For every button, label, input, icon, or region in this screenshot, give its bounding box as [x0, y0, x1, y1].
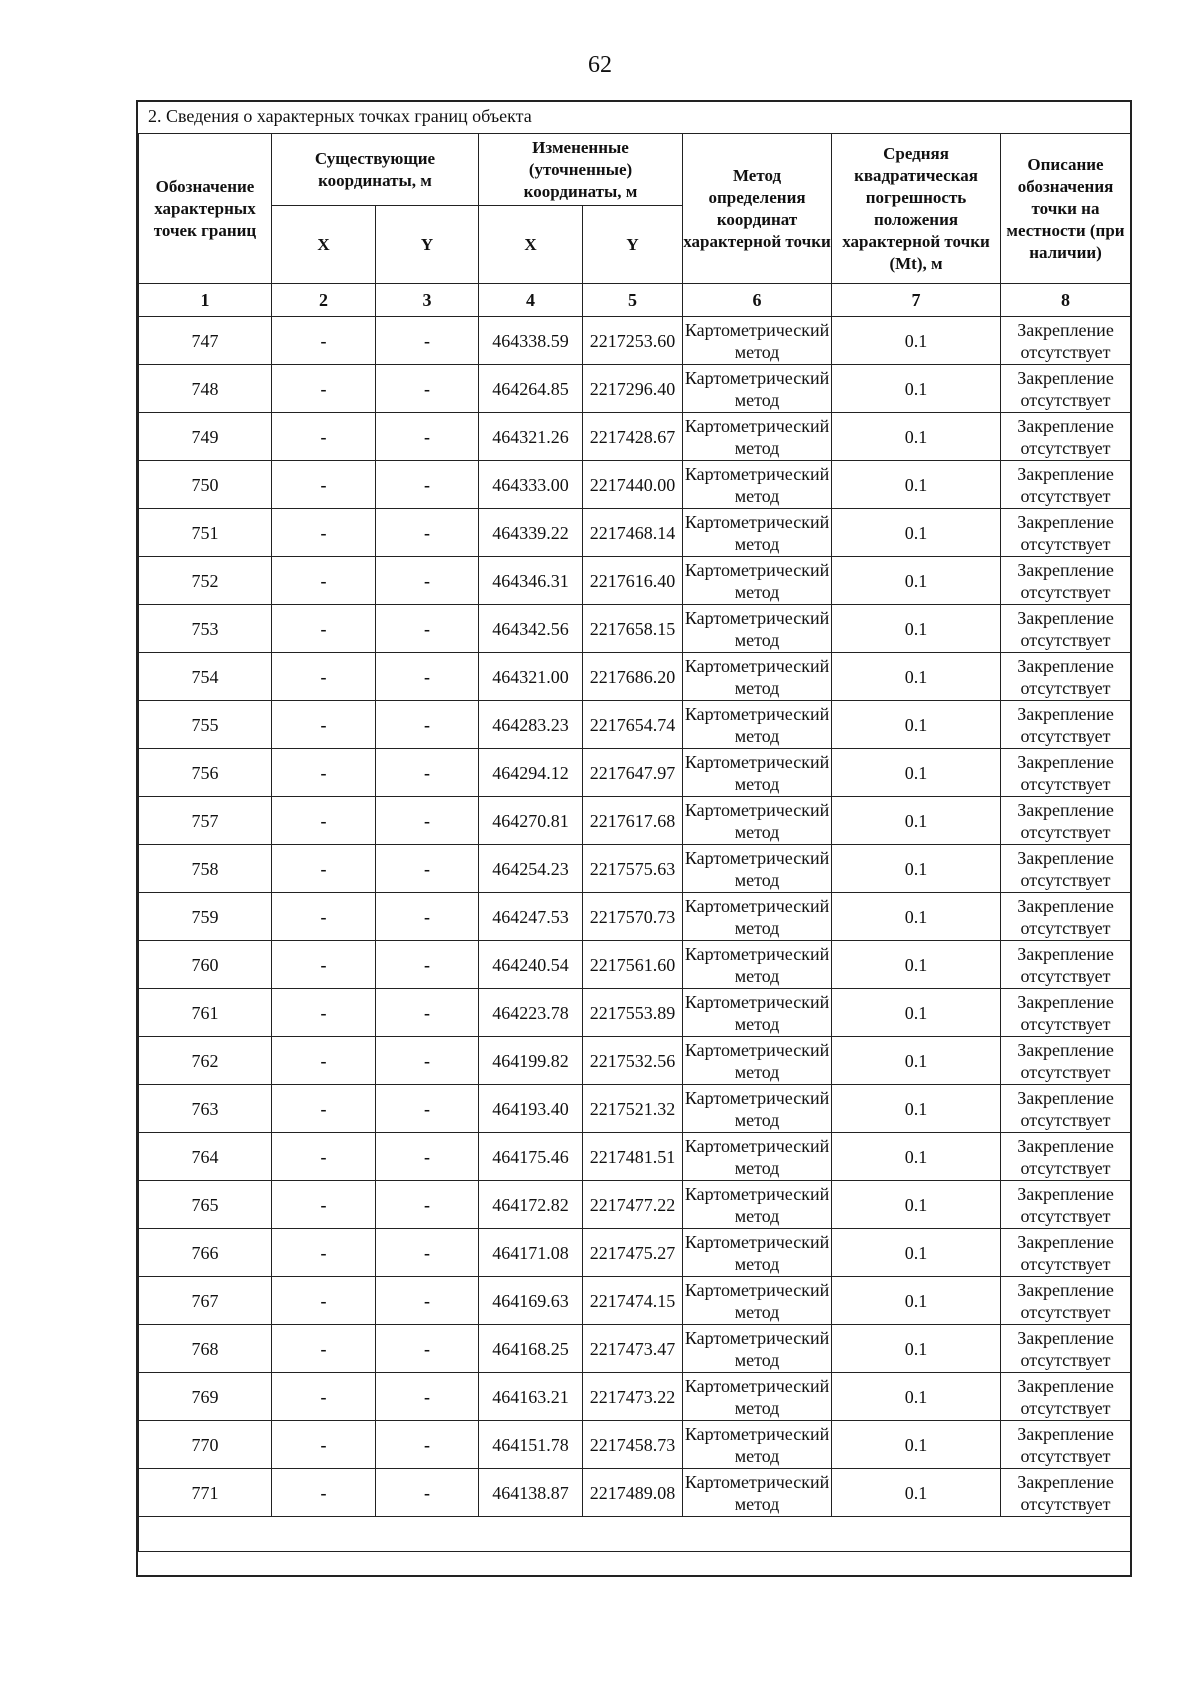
method-cell: Картометрический метод	[683, 1133, 832, 1181]
changed-y-cell: 2217654.74	[583, 701, 683, 749]
existing-x-cell: -	[272, 461, 376, 509]
point-number-cell: 757	[139, 797, 272, 845]
table-row	[139, 557, 1131, 605]
existing-x-cell: -	[272, 1277, 376, 1325]
changed-x-cell: 464254.23	[479, 845, 583, 893]
error-cell: 0.1	[832, 653, 1001, 701]
header-error: Средняя квадратическая погрешность положения характерной точки (Mt), м	[832, 134, 1001, 284]
error-cell: 0.1	[832, 1373, 1001, 1421]
description-cell: Закрепление отсутствует	[1001, 1373, 1131, 1421]
header-changed-y: Y	[583, 206, 683, 284]
existing-y-cell: -	[376, 749, 479, 797]
changed-x-cell: 464175.46	[479, 1133, 583, 1181]
changed-x-cell: 464338.59	[479, 317, 583, 365]
error-cell: 0.1	[832, 413, 1001, 461]
changed-y-cell: 2217428.67	[583, 413, 683, 461]
header-existing-coordinates: Существующие координаты, м	[272, 134, 479, 206]
header-existing-x: X	[272, 206, 376, 284]
changed-x-cell: 464168.25	[479, 1325, 583, 1373]
existing-y-cell: -	[376, 1085, 479, 1133]
table-row	[139, 1421, 1131, 1469]
method-cell: Картометрический метод	[683, 509, 832, 557]
table-row	[139, 1469, 1131, 1517]
point-number-cell: 752	[139, 557, 272, 605]
existing-x-cell: -	[272, 845, 376, 893]
changed-x-cell: 464333.00	[479, 461, 583, 509]
method-cell: Картометрический метод	[683, 1421, 832, 1469]
existing-y-cell: -	[376, 1229, 479, 1277]
table-row	[139, 845, 1131, 893]
table-row	[139, 509, 1131, 557]
table-row	[139, 317, 1131, 365]
changed-x-cell: 464171.08	[479, 1229, 583, 1277]
description-cell: Закрепление отсутствует	[1001, 317, 1131, 365]
existing-y-cell: -	[376, 1421, 479, 1469]
description-cell: Закрепление отсутствует	[1001, 1421, 1131, 1469]
existing-x-cell: -	[272, 893, 376, 941]
changed-x-cell: 464321.00	[479, 653, 583, 701]
existing-y-cell: -	[376, 845, 479, 893]
method-cell: Картометрический метод	[683, 413, 832, 461]
description-cell: Закрепление отсутствует	[1001, 365, 1131, 413]
existing-y-cell: -	[376, 413, 479, 461]
error-cell: 0.1	[832, 1421, 1001, 1469]
changed-y-cell: 2217458.73	[583, 1421, 683, 1469]
changed-x-cell: 464163.21	[479, 1373, 583, 1421]
changed-x-cell: 464247.53	[479, 893, 583, 941]
method-cell: Картометрический метод	[683, 1085, 832, 1133]
method-cell: Картометрический метод	[683, 893, 832, 941]
changed-y-cell: 2217647.97	[583, 749, 683, 797]
error-cell: 0.1	[832, 509, 1001, 557]
existing-x-cell: -	[272, 509, 376, 557]
existing-y-cell: -	[376, 653, 479, 701]
point-number-cell: 764	[139, 1133, 272, 1181]
table-row	[139, 1085, 1131, 1133]
existing-y-cell: -	[376, 557, 479, 605]
existing-x-cell: -	[272, 1325, 376, 1373]
table-row	[139, 701, 1131, 749]
changed-y-cell: 2217296.40	[583, 365, 683, 413]
error-cell: 0.1	[832, 797, 1001, 845]
description-cell: Закрепление отсутствует	[1001, 1181, 1131, 1229]
error-cell: 0.1	[832, 845, 1001, 893]
empty-cell	[139, 1517, 1131, 1552]
table-row	[139, 1181, 1131, 1229]
description-cell: Закрепление отсутствует	[1001, 1085, 1131, 1133]
point-number-cell: 749	[139, 413, 272, 461]
error-cell: 0.1	[832, 317, 1001, 365]
changed-x-cell: 464240.54	[479, 941, 583, 989]
method-cell: Картометрический метод	[683, 557, 832, 605]
error-cell: 0.1	[832, 1325, 1001, 1373]
existing-x-cell: -	[272, 1133, 376, 1181]
existing-y-cell: -	[376, 365, 479, 413]
error-cell: 0.1	[832, 1181, 1001, 1229]
header-changed-x: X	[479, 206, 583, 284]
table-row	[139, 365, 1131, 413]
changed-y-cell: 2217553.89	[583, 989, 683, 1037]
column-number: 5	[583, 284, 683, 317]
changed-x-cell: 464223.78	[479, 989, 583, 1037]
table-row	[139, 1229, 1131, 1277]
method-cell: Картометрический метод	[683, 1181, 832, 1229]
column-numbers-row	[139, 284, 1131, 317]
column-number: 7	[832, 284, 1001, 317]
existing-x-cell: -	[272, 413, 376, 461]
existing-x-cell: -	[272, 1037, 376, 1085]
method-cell: Картометрический метод	[683, 797, 832, 845]
existing-x-cell: -	[272, 653, 376, 701]
existing-y-cell: -	[376, 701, 479, 749]
changed-x-cell: 464151.78	[479, 1421, 583, 1469]
existing-x-cell: -	[272, 701, 376, 749]
changed-y-cell: 2217253.60	[583, 317, 683, 365]
error-cell: 0.1	[832, 1277, 1001, 1325]
method-cell: Картометрический метод	[683, 989, 832, 1037]
boundary-points-section	[136, 100, 1132, 1577]
method-cell: Картометрический метод	[683, 365, 832, 413]
column-number: 8	[1001, 284, 1131, 317]
existing-x-cell: -	[272, 365, 376, 413]
method-cell: Картометрический метод	[683, 941, 832, 989]
existing-x-cell: -	[272, 1373, 376, 1421]
description-cell: Закрепление отсутствует	[1001, 701, 1131, 749]
changed-y-cell: 2217617.68	[583, 797, 683, 845]
changed-x-cell: 464199.82	[479, 1037, 583, 1085]
point-number-cell: 747	[139, 317, 272, 365]
table-row	[139, 989, 1131, 1037]
existing-y-cell: -	[376, 1325, 479, 1373]
table-row	[139, 1277, 1131, 1325]
table-body	[139, 317, 1131, 1517]
method-cell: Картометрический метод	[683, 701, 832, 749]
existing-x-cell: -	[272, 1229, 376, 1277]
table-header	[139, 134, 1131, 317]
table-row	[139, 461, 1131, 509]
changed-x-cell: 464342.56	[479, 605, 583, 653]
point-number-cell: 748	[139, 365, 272, 413]
error-cell: 0.1	[832, 893, 1001, 941]
column-number: 4	[479, 284, 583, 317]
error-cell: 0.1	[832, 1037, 1001, 1085]
changed-y-cell: 2217570.73	[583, 893, 683, 941]
existing-y-cell: -	[376, 461, 479, 509]
description-cell: Закрепление отсутствует	[1001, 1037, 1131, 1085]
description-cell: Закрепление отсутствует	[1001, 1277, 1131, 1325]
point-number-cell: 768	[139, 1325, 272, 1373]
existing-x-cell: -	[272, 941, 376, 989]
error-cell: 0.1	[832, 1229, 1001, 1277]
changed-x-cell: 464346.31	[479, 557, 583, 605]
existing-y-cell: -	[376, 1277, 479, 1325]
changed-x-cell: 464169.63	[479, 1277, 583, 1325]
existing-y-cell: -	[376, 317, 479, 365]
existing-y-cell: -	[376, 941, 479, 989]
changed-y-cell: 2217616.40	[583, 557, 683, 605]
point-number-cell: 750	[139, 461, 272, 509]
point-number-cell: 753	[139, 605, 272, 653]
existing-x-cell: -	[272, 749, 376, 797]
changed-x-cell: 464264.85	[479, 365, 583, 413]
existing-y-cell: -	[376, 1469, 479, 1517]
changed-x-cell: 464172.82	[479, 1181, 583, 1229]
changed-y-cell: 2217532.56	[583, 1037, 683, 1085]
description-cell: Закрепление отсутствует	[1001, 749, 1131, 797]
point-number-cell: 766	[139, 1229, 272, 1277]
method-cell: Картометрический метод	[683, 1325, 832, 1373]
error-cell: 0.1	[832, 941, 1001, 989]
error-cell: 0.1	[832, 365, 1001, 413]
existing-x-cell: -	[272, 797, 376, 845]
changed-y-cell: 2217477.22	[583, 1181, 683, 1229]
header-point-designation: Обозначение характерных точек границ	[139, 134, 272, 284]
changed-y-cell: 2217475.27	[583, 1229, 683, 1277]
description-cell: Закрепление отсутствует	[1001, 1133, 1131, 1181]
description-cell: Закрепление отсутствует	[1001, 557, 1131, 605]
error-cell: 0.1	[832, 605, 1001, 653]
method-cell: Картометрический метод	[683, 605, 832, 653]
existing-y-cell: -	[376, 893, 479, 941]
empty-footer-row	[139, 1517, 1131, 1552]
method-cell: Картометрический метод	[683, 845, 832, 893]
changed-x-cell: 464283.23	[479, 701, 583, 749]
point-number-cell: 770	[139, 1421, 272, 1469]
description-cell: Закрепление отсутствует	[1001, 605, 1131, 653]
changed-x-cell: 464321.26	[479, 413, 583, 461]
changed-y-cell: 2217489.08	[583, 1469, 683, 1517]
changed-y-cell: 2217521.32	[583, 1085, 683, 1133]
point-number-cell: 759	[139, 893, 272, 941]
header-description: Описание обозначения точки на местности (при наличии)	[1001, 134, 1131, 284]
existing-x-cell: -	[272, 989, 376, 1037]
existing-x-cell: -	[272, 1181, 376, 1229]
existing-x-cell: -	[272, 317, 376, 365]
existing-y-cell: -	[376, 605, 479, 653]
changed-y-cell: 2217440.00	[583, 461, 683, 509]
point-number-cell: 763	[139, 1085, 272, 1133]
changed-x-cell: 464294.12	[479, 749, 583, 797]
description-cell: Закрепление отсутствует	[1001, 1229, 1131, 1277]
changed-x-cell: 464339.22	[479, 509, 583, 557]
changed-y-cell: 2217561.60	[583, 941, 683, 989]
changed-x-cell: 464193.40	[479, 1085, 583, 1133]
point-number-cell: 762	[139, 1037, 272, 1085]
method-cell: Картометрический метод	[683, 317, 832, 365]
table-row	[139, 1325, 1131, 1373]
point-number-cell: 756	[139, 749, 272, 797]
page-number: 62	[588, 52, 612, 78]
error-cell: 0.1	[832, 1469, 1001, 1517]
point-number-cell: 771	[139, 1469, 272, 1517]
existing-y-cell: -	[376, 509, 479, 557]
description-cell: Закрепление отсутствует	[1001, 893, 1131, 941]
description-cell: Закрепление отсутствует	[1001, 845, 1131, 893]
column-number: 2	[272, 284, 376, 317]
changed-y-cell: 2217473.22	[583, 1373, 683, 1421]
column-number: 1	[139, 284, 272, 317]
method-cell: Картометрический метод	[683, 1373, 832, 1421]
existing-x-cell: -	[272, 605, 376, 653]
changed-y-cell: 2217658.15	[583, 605, 683, 653]
table-row	[139, 1373, 1131, 1421]
method-cell: Картометрический метод	[683, 461, 832, 509]
description-cell: Закрепление отсутствует	[1001, 461, 1131, 509]
existing-y-cell: -	[376, 797, 479, 845]
point-number-cell: 751	[139, 509, 272, 557]
existing-y-cell: -	[376, 1133, 479, 1181]
changed-y-cell: 2217473.47	[583, 1325, 683, 1373]
point-number-cell: 769	[139, 1373, 272, 1421]
existing-y-cell: -	[376, 1373, 479, 1421]
table-row	[139, 893, 1131, 941]
error-cell: 0.1	[832, 749, 1001, 797]
description-cell: Закрепление отсутствует	[1001, 653, 1131, 701]
existing-x-cell: -	[272, 1085, 376, 1133]
description-cell: Закрепление отсутствует	[1001, 1469, 1131, 1517]
table-row	[139, 1037, 1131, 1085]
table-row	[139, 797, 1131, 845]
existing-x-cell: -	[272, 557, 376, 605]
description-cell: Закрепление отсутствует	[1001, 413, 1131, 461]
existing-x-cell: -	[272, 1421, 376, 1469]
method-cell: Картометрический метод	[683, 653, 832, 701]
point-number-cell: 767	[139, 1277, 272, 1325]
method-cell: Картометрический метод	[683, 1037, 832, 1085]
section-title: 2. Сведения о характерных точках границ объекта	[148, 106, 532, 126]
column-number: 6	[683, 284, 832, 317]
point-number-cell: 761	[139, 989, 272, 1037]
method-cell: Картометрический метод	[683, 749, 832, 797]
header-changed-coordinates: Измененные (уточненные) координаты, м	[479, 134, 683, 206]
point-number-cell: 758	[139, 845, 272, 893]
table-row	[139, 941, 1131, 989]
boundary-points-table	[138, 133, 1131, 1552]
column-number: 3	[376, 284, 479, 317]
changed-y-cell: 2217686.20	[583, 653, 683, 701]
existing-y-cell: -	[376, 989, 479, 1037]
changed-y-cell: 2217481.51	[583, 1133, 683, 1181]
header-existing-y: Y	[376, 206, 479, 284]
description-cell: Закрепление отсутствует	[1001, 797, 1131, 845]
table-row	[139, 605, 1131, 653]
point-number-cell: 755	[139, 701, 272, 749]
table-row	[139, 1133, 1131, 1181]
error-cell: 0.1	[832, 1133, 1001, 1181]
description-cell: Закрепление отсутствует	[1001, 1325, 1131, 1373]
existing-x-cell: -	[272, 1469, 376, 1517]
error-cell: 0.1	[832, 701, 1001, 749]
error-cell: 0.1	[832, 1085, 1001, 1133]
error-cell: 0.1	[832, 989, 1001, 1037]
table-row	[139, 653, 1131, 701]
existing-y-cell: -	[376, 1181, 479, 1229]
changed-x-cell: 464138.87	[479, 1469, 583, 1517]
changed-y-cell: 2217575.63	[583, 845, 683, 893]
method-cell: Картометрический метод	[683, 1469, 832, 1517]
header-method: Метод определения координат характерной точки	[683, 134, 832, 284]
description-cell: Закрепление отсутствует	[1001, 941, 1131, 989]
point-number-cell: 760	[139, 941, 272, 989]
description-cell: Закрепление отсутствует	[1001, 509, 1131, 557]
description-cell: Закрепление отсутствует	[1001, 989, 1131, 1037]
changed-y-cell: 2217468.14	[583, 509, 683, 557]
point-number-cell: 754	[139, 653, 272, 701]
changed-y-cell: 2217474.15	[583, 1277, 683, 1325]
point-number-cell: 765	[139, 1181, 272, 1229]
changed-x-cell: 464270.81	[479, 797, 583, 845]
table-row	[139, 749, 1131, 797]
existing-y-cell: -	[376, 1037, 479, 1085]
method-cell: Картометрический метод	[683, 1277, 832, 1325]
error-cell: 0.1	[832, 557, 1001, 605]
table-row	[139, 413, 1131, 461]
method-cell: Картометрический метод	[683, 1229, 832, 1277]
error-cell: 0.1	[832, 461, 1001, 509]
